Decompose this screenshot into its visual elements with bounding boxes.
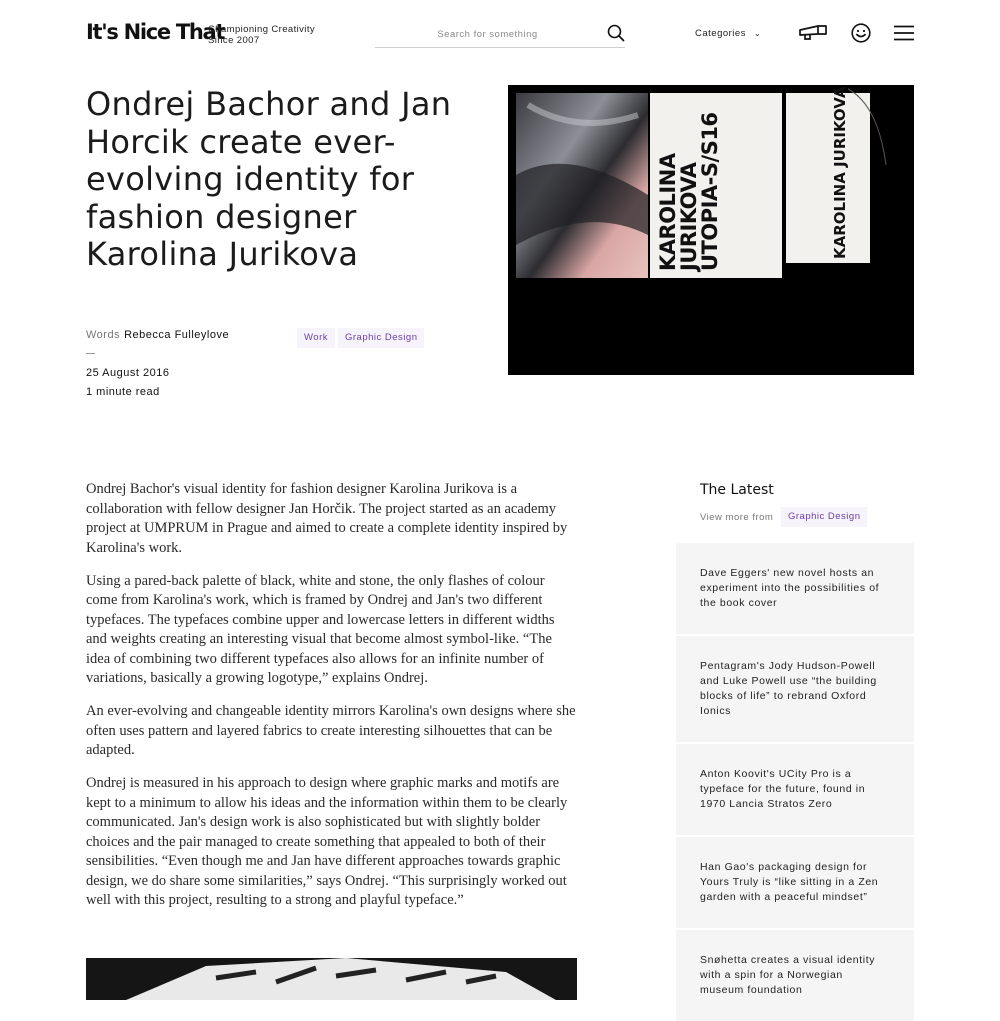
poster-line-1: KAROLINA JURIKOVA <box>656 153 701 271</box>
poster-line-2: UTOPIA-S/S16 <box>698 112 722 271</box>
search-icon[interactable] <box>607 24 625 42</box>
article-title: Ondrej Bachor and Jan Horcik create ever-evolving identity for fashion designer Karolina Jurikova <box>86 85 452 273</box>
categories-label: Categories <box>695 28 746 39</box>
view-more-tag[interactable]: Graphic Design <box>781 507 867 527</box>
hero-poster-text-2: KAROLINA JURIKOVA <box>831 86 849 259</box>
body-paragraph: An ever-evolving and changeable identity mirrors Karolina's own designs where she often uses pattern and layered fabrics to create interesting silhouettes that can be adapted. <box>86 703 576 758</box>
latest-article-title: Dave Eggers' new novel hosts an experiment into the possibilities of the book cover <box>700 567 880 609</box>
hero-image <box>508 85 914 375</box>
article-body <box>86 480 578 924</box>
article-byline <box>86 329 229 341</box>
site-logo[interactable]: It's Nice That <box>86 20 225 44</box>
body-paragraph: Ondrej is measured in his approach to design where graphic marks and motifs are kept to a minimum to allow his ideas and the information within them to be clearly communicated. Jan's design work is also sophisticated but with slightly bolder choices and the pair managed to create something that appealed to both of their sensibilities. “Even though me and Jan have different approaches towards graphic design, we do share some similarities,” says Ondrej. “This surprisingly worked out well with this project, resulting to a strong and playful typeface.” <box>86 775 568 908</box>
body-paragraph: Using a pared-back palette of black, white and stone, the only flashes of colour come from Karolina's work, which is framed by Ondrej and Jan's two different typefaces. The typefaces combine upper and lowercase letters in different widths and weights creating an interesting visual that become almost symbol-like. “The idea of combining two different typefaces also allows for an infinite number of variations, basically a growing logotype,” explains Ondrej. <box>86 572 555 686</box>
tag-graphic-design[interactable]: Graphic Design <box>338 328 424 348</box>
tagline-line-1: Championing Creativity <box>208 24 316 35</box>
latest-article-title: Anton Koovit's UCity Pro is a typeface for the future, found in 1970 Lancia Stratos Zero <box>700 768 866 810</box>
read-time: 1 minute read <box>86 386 160 398</box>
author-link[interactable]: Rebecca Fulleylove <box>124 329 230 341</box>
latest-article-card[interactable] <box>676 543 914 634</box>
site-tagline <box>208 24 315 46</box>
words-label: Words <box>86 329 121 341</box>
chevron-down-icon: ⌄ <box>753 29 762 38</box>
meta-divider <box>86 353 95 354</box>
latest-article-card[interactable] <box>676 837 914 928</box>
menu-icon[interactable] <box>894 25 914 46</box>
article-image <box>86 958 577 1000</box>
categories-dropdown[interactable] <box>695 28 761 39</box>
latest-article-card[interactable] <box>676 636 914 742</box>
smiley-icon[interactable] <box>851 23 871 48</box>
sidebar-title: The Latest <box>700 482 774 498</box>
latest-article-card[interactable] <box>676 744 914 835</box>
view-more-label: View more from <box>700 512 774 523</box>
search-input[interactable] <box>375 23 600 45</box>
tag-work[interactable]: Work <box>297 328 335 348</box>
hero-poster-text-1 <box>658 96 721 271</box>
megaphone-icon[interactable] <box>798 22 828 47</box>
latest-article-card[interactable] <box>676 930 914 1021</box>
search-bar <box>375 23 625 48</box>
latest-article-title: Pentagram's Jody Hudson-Powell and Luke Powell use “the building blocks of life” to rebrand Oxford Ionics <box>700 660 877 717</box>
publish-date: 25 August 2016 <box>86 367 170 379</box>
tagline-line-2: Since 2007 <box>208 35 260 46</box>
latest-article-title: Snøhetta creates a visual identity with a spin for a Norwegian museum foundation <box>700 954 876 996</box>
body-paragraph: Ondrej Bachor's visual identity for fashion designer Karolina Jurikova is a collaboration with fellow designer Jan Horčik. The project started as an academy project at UMPRUM in Prague and aimed to create a complete identity inspired by Karolina's work. <box>86 481 568 556</box>
latest-article-title: Han Gao's packaging design for Yours Truly is “like sitting in a Zen garden with a peaceful mindset” <box>700 861 879 903</box>
